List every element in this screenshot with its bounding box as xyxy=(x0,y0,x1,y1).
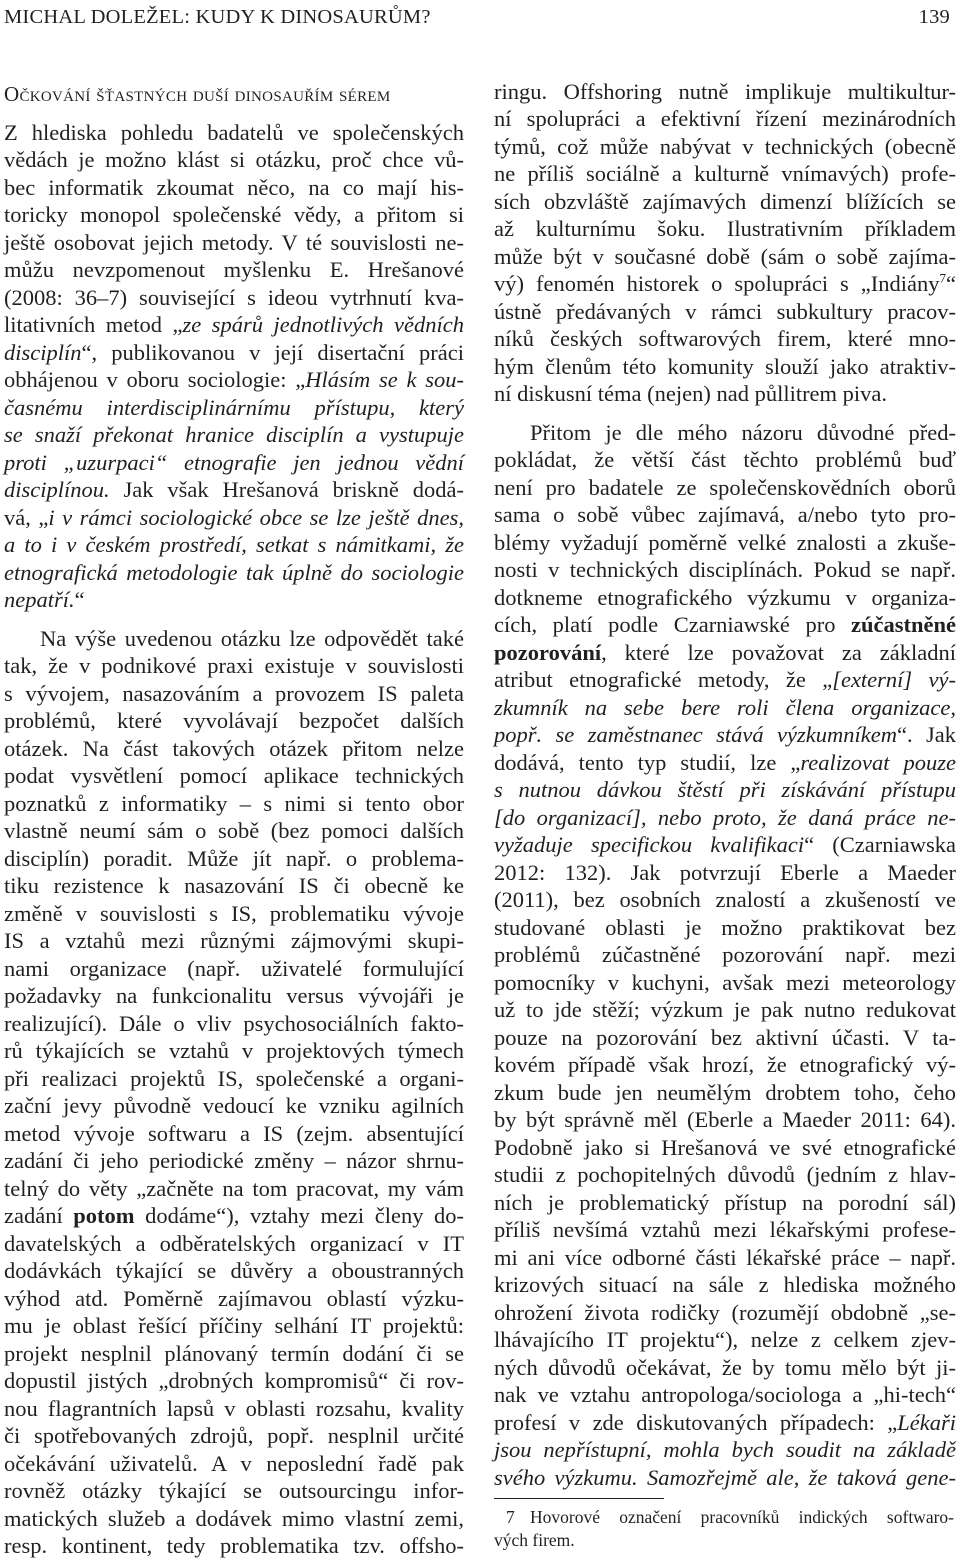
text-line: sích obzvláště zajímavých dimenzí blížících se xyxy=(494,189,956,214)
text-line: vá, „i v rámci sociologické obce se lze ještě dnes, xyxy=(4,505,464,530)
text-line: pokládat, že větší část těchto problémů buď xyxy=(494,447,956,472)
text-line: změně v souvislosti s IS, problematiku vývoje xyxy=(4,901,464,926)
page-number: 139 xyxy=(918,6,950,28)
text-line: nosti v technických disciplínách. Pokud se např. xyxy=(494,557,956,582)
text-line: už to jde stěží; výzkum je pak nutno redukovat xyxy=(494,997,956,1022)
text-line: požadavky na funkcionalitu versus vývojáři je xyxy=(4,983,464,1008)
text-line: ných důvodů očekávat, že by tomu mělo být ji- xyxy=(494,1355,956,1380)
text-line: tiku rezistence k nasazování IS či obecně ke xyxy=(4,873,464,898)
text-line: vý) fenomén historek o spolupráci s „Indiány$^7$“ xyxy=(494,270,956,296)
text-line: disciplín“, publikovanou v její disertační práci xyxy=(4,340,464,365)
text-line: (2008: 36–7) související s ideou vytrhnutí kva- xyxy=(4,285,464,310)
text-line: mu je oblast řešící příčiny selhání IT projektů: xyxy=(4,1313,464,1338)
running-head xyxy=(4,6,954,29)
quote-line: s nutnou dávkou štěstí při získávání přístupu xyxy=(494,777,956,802)
text-line: (2011), bez osobních znalostí a zkušeností ve xyxy=(494,887,956,912)
text-line: by být správně měl (Eberle a Maeder 2011: 64). xyxy=(494,1107,956,1132)
text-line: cích, platí podle Czarniawské pro zúčastněné xyxy=(494,612,956,637)
quote-line: a to i v českém prostředí, setkat s námitkami, že xyxy=(4,532,464,557)
text-line: Podobně jako si Hrešanová ve své etnografické xyxy=(494,1135,956,1160)
footnote-divider xyxy=(494,1498,664,1499)
text-line: 2012: 132). Jak potvrzují Eberle a Maeder xyxy=(494,860,956,885)
quote-line: časnému interdisciplinárnímu přístupu, který xyxy=(4,395,464,420)
text-line: metod vývoje softwaru a IS (zejm. absentující xyxy=(4,1121,464,1146)
text-line: rů týkajících se vztahů v projektových týmech xyxy=(4,1038,464,1063)
text-line: kovém případě však hrozí, že etnografický vý- xyxy=(494,1052,956,1077)
text-line: hým členům této komunity slouží jako atraktiv- xyxy=(494,354,956,379)
text-line: sama o sobě vůbec zajímavá, a/nebo tyto pro- xyxy=(494,502,956,527)
text-line: při realizaci projektů IS, společenské a organi- xyxy=(4,1066,464,1091)
text-line: IS a vztahů mezi různými zájmovými skupi- xyxy=(4,928,464,953)
text-line: problémů, které vyvolávají bezpočet dalších xyxy=(4,708,464,733)
text-line: davatelských a odběratelských organizací v IT xyxy=(4,1231,464,1256)
footnote-ref[interactable]: 7 xyxy=(939,270,946,286)
text-line: očekávání uživatelů. A v neposlední řadě pak xyxy=(4,1451,464,1476)
text-line: rovněž otázky týkající se outsourcingu infor- xyxy=(4,1478,464,1503)
text-line: ústně předávaných v rámci subkultury pracov- xyxy=(494,299,956,324)
text-line: toricky monopol společenské vědy, a přitom si xyxy=(4,202,464,227)
text-line: disciplínou. Jak však Hrešanová briskně dodá- xyxy=(4,477,464,502)
text-line: příliš nevšímá vztahů mezi lékařskými profese- xyxy=(494,1217,956,1242)
text-line: nak ve vztahu antropologa/sociologa a „hi-tech“ xyxy=(494,1382,956,1407)
text-line: nami organizace (např. uživatelé formulující xyxy=(4,956,464,981)
text-line: podat vysvětlení pomocí aplikace technických xyxy=(4,763,464,788)
running-title: MICHAL DOLEŽEL: KUDY K DINOSAURŮM? xyxy=(4,6,431,28)
text-line: resp. kontinent, tedy problematika tzv. offsho- xyxy=(4,1533,464,1558)
text-line: ne příliš sociálně a kulturně vnímavých) profe- xyxy=(494,161,956,186)
text-line: s vývojem, nasazováním a provozem IS paleta xyxy=(4,681,464,706)
text-line: či spotřebovaných zdrojů, popř. nesplnil určité xyxy=(4,1423,464,1448)
footnote-line: vých firem. xyxy=(494,1530,575,1550)
quote-line: [do organizací], nebo proto, že daná práce ne- xyxy=(494,805,956,830)
text-line: pomocníky v kuchyni, avšak mezi meteorology xyxy=(494,970,956,995)
text-line: můžu nevzpomenout myšlenku E. Hrešanové xyxy=(4,257,464,282)
text-line: mi ani více odborné části lékařské práce – např. xyxy=(494,1245,956,1270)
text-line: projekt nesplnil plánovaný termín dodání či se xyxy=(4,1341,464,1366)
text-line: zkum bude jen neumělým drobtem toho, čeho xyxy=(494,1080,956,1105)
text-line: ještě osobovat jejich metody. V té souvislosti ne- xyxy=(4,230,464,255)
text-line: vyžaduje specifickou kvalifikaci“ (Czarniawska xyxy=(494,832,956,857)
text-line: krizových situací na sále z hlediska možného xyxy=(494,1272,956,1297)
text-line: atribut etnografické metody, že „[externí] vý- xyxy=(494,667,957,692)
text-line: Z hlediska pohledu badatelů ve společenských xyxy=(4,120,464,145)
quote-line: svého výzkumu. Samozřejmě ale, že taková gene- xyxy=(494,1465,956,1490)
text-line: problémů zúčastněné pozorování např. mezi xyxy=(494,942,956,967)
text-line: matických služeb a dodávek mimo vlastní zemi, xyxy=(4,1506,464,1531)
footnote: 7 Hovorové označení pracovníků indických softwaro- xyxy=(494,1506,954,1528)
text-line: nepatří.“ xyxy=(4,587,85,612)
quote-line: se snaží překonat hranice disciplín a vystupuje xyxy=(4,422,464,447)
text-line: disciplín) poradit. Může jít např. o problema- xyxy=(4,846,464,871)
paragraph-start: Na výše uvedenou otázku lze odpovědět také xyxy=(40,626,464,651)
text-line: bec informatik zkoumat něco, na co mají his- xyxy=(4,175,464,200)
text-line: popř. se zaměstnanec stává výzkumníkem“. Jak xyxy=(494,722,956,747)
paragraph-start: Přitom je dle mého názoru důvodné před- xyxy=(530,420,956,445)
text-line: zační jevy původně vedoucí ke vzniku agilních xyxy=(4,1093,464,1118)
text-line: blémy vyžadují poměrně velké znalosti a zkuše- xyxy=(494,530,956,555)
text-line: výhod atd. Poměrně zajímavou oblastí výzku- xyxy=(4,1286,464,1311)
text-line: ohrožení života rodičky (rozumějí obdobně „se- xyxy=(494,1300,956,1325)
text-line: může být v současné době (sám o sobě zajíma- xyxy=(494,244,956,269)
text-line: realizující). Dále o vliv psychosociálních fakto- xyxy=(4,1011,464,1036)
text-line: studované oblasti je možno praktikovat bez xyxy=(494,915,956,940)
text-line: ringu. Offshoring nutně implikuje multikultur- xyxy=(494,79,956,104)
text-line: otázek. Na část takových otázek přitom nelze xyxy=(4,736,464,761)
text-line: níků českých softwarových firem, které mno- xyxy=(494,326,956,351)
footnote-number: 7 xyxy=(506,1507,515,1527)
quote-line: proti „uzurpaci“ etnografie jen jednou vědní xyxy=(4,450,464,475)
text-line: lhávajícího IT projektu“), nelze z celkem zjev- xyxy=(494,1327,956,1352)
text-line: dopustil jistých „drobných kompromisů“ či rov- xyxy=(4,1368,464,1393)
text-line: zadání či jeho periodické změny – názor shrnu- xyxy=(4,1148,464,1173)
text-line: pozorování, které lze považovat za základní xyxy=(494,640,956,665)
text-line: až kulturnímu šoku. Ilustrativním příkladem xyxy=(494,216,956,241)
text-line: dodává, tento typ studií, lze „realizovat pouze xyxy=(494,750,957,775)
quote-line: etnografická metodologie tak úplně do sociologie xyxy=(4,560,464,585)
text-line: nou flagrantních lapsů v oblasti rozsahu, kvality xyxy=(4,1396,464,1421)
text-line: zadání potom dodáme“), vztahy mezi členy do- xyxy=(4,1203,464,1228)
quote-line: zkumník na sebe bere roli člena organizace, xyxy=(494,695,956,720)
text-line: vlastně neumí sám o sobě (bez pomoci dalších xyxy=(4,818,464,843)
text-line: ní diskusní téma (nejen) nad půllitrem piva. xyxy=(494,381,888,406)
section-heading: Očkování šťastných duší dinosauřím sérem xyxy=(4,82,391,106)
text-line: není pro badatele ze společenskovědních oborů xyxy=(494,475,956,500)
text-line: litativních metod „ze spárů jednotlivých vědních xyxy=(4,312,464,337)
text-line: obhájenou v oboru sociologie: „Hlásím se k sou- xyxy=(4,367,464,392)
text-line: pouze na pozorování bez aktivní účasti. V ta- xyxy=(494,1025,956,1050)
text-line: týmů, což může nabývat v technických (obecně xyxy=(494,134,956,159)
text-line: telný do věty „začněte na tom pracovat, my vám xyxy=(4,1176,464,1201)
text-line: tak, že v podnikové praxi existuje v souvislosti xyxy=(4,653,464,678)
text-line: ních je problematický přístup na porodní sál) xyxy=(494,1190,956,1215)
text-line: dotkneme etnografického výzkumu v organiza- xyxy=(494,585,956,610)
text-line: studii z pochopitelných důvodů (jedním z hlav- xyxy=(494,1162,956,1187)
quote-line: jsou nepřístupní, mohla bych soudit na základě xyxy=(494,1437,956,1462)
text-line: vědách je možno klást si otázku, proč chce vů- xyxy=(4,147,464,172)
text-line: poznatků z informatiky – s nimi si tento obor xyxy=(4,791,464,816)
text-line: dodávkách týkající se důvěry a oboustranných xyxy=(4,1258,464,1283)
text-line: profesí v zde diskutovaných případech: „Lékaři xyxy=(494,1410,956,1435)
text-line: ní spolupráci a efektivní řízení mezinárodních xyxy=(494,106,956,131)
